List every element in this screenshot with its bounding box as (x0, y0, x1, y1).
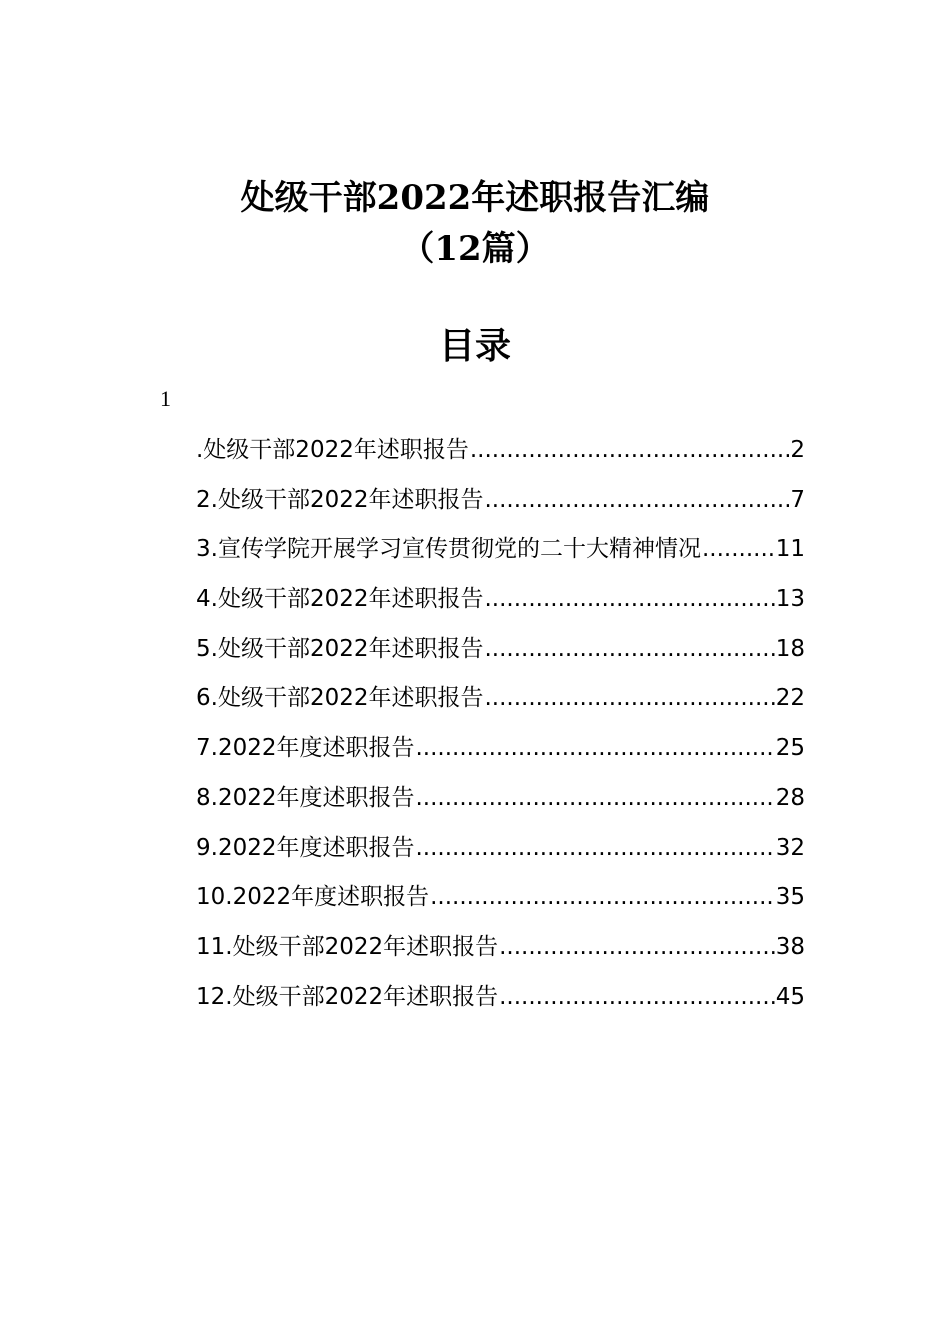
toc-leader-dots (499, 975, 775, 1019)
toc-list (196, 428, 805, 1024)
toc-entry-page: 18 (775, 635, 805, 662)
toc-entry-title: 9.2022年度述职报告 (196, 834, 415, 861)
toc-leader-dots (484, 577, 774, 621)
toc-leader-dots (484, 478, 789, 522)
toc-entry-page: 32 (775, 834, 805, 861)
toc-entry[interactable] (196, 527, 805, 577)
toc-entry-page: 45 (775, 983, 805, 1010)
toc-leader-dots (430, 875, 775, 919)
toc-entry[interactable] (196, 627, 805, 677)
toc-entry-title: 7.2022年度述职报告 (196, 735, 415, 762)
document-title: 处级干部2022年述职报告汇编 (240, 178, 710, 218)
toc-entry-title: 6.处级干部2022年述职报告 (196, 685, 484, 712)
toc-entry-title: 5.处级干部2022年述职报告 (196, 635, 484, 662)
stray-number: 1 (160, 386, 171, 411)
toc-entry-title: 8.2022年度述职报告 (196, 784, 415, 811)
toc-entry-page: 13 (775, 586, 805, 613)
toc-entry-title: 2.处级干部2022年述职报告 (196, 486, 484, 513)
toc-entry[interactable] (196, 428, 805, 478)
toc-entry[interactable] (196, 776, 805, 826)
toc-leader-dots (484, 676, 774, 720)
toc-heading: 目录 (438, 325, 511, 367)
toc-entry-page: 2 (790, 437, 805, 463)
toc-entry-page: 25 (775, 735, 805, 762)
toc-leader-dots (499, 925, 775, 969)
toc-entry-title: 4.处级干部2022年述职报告 (196, 586, 484, 613)
toc-leader-dots (415, 776, 774, 820)
document-subtitle: （12篇） (400, 229, 550, 269)
toc-entry[interactable] (196, 875, 805, 925)
toc-entry[interactable] (196, 478, 805, 528)
toc-entry-title: 11.处级干部2022年述职报告 (196, 933, 499, 960)
toc-entry[interactable] (196, 975, 805, 1025)
toc-entry[interactable] (196, 726, 805, 776)
toc-leader-dots (702, 527, 775, 571)
toc-entry-page: 11 (775, 536, 805, 563)
toc-entry[interactable] (196, 925, 805, 975)
toc-entry-page: 28 (775, 784, 805, 811)
toc-entry-title: .处级干部2022年述职报告 (196, 437, 469, 463)
toc-entry-page: 22 (775, 685, 805, 712)
toc-leader-dots (415, 726, 774, 770)
toc-leader-dots (415, 826, 774, 870)
toc-entry[interactable] (196, 676, 805, 726)
toc-entry-title: 3.宣传学院开展学习宣传贯彻党的二十大精神情况 (196, 536, 701, 563)
toc-entry-page: 38 (775, 933, 805, 960)
toc-entry[interactable] (196, 577, 805, 627)
toc-leader-dots (484, 627, 774, 671)
toc-entry-page: 7 (790, 486, 805, 513)
toc-entry[interactable] (196, 826, 805, 876)
toc-entry-title: 10.2022年度述职报告 (196, 884, 430, 911)
toc-entry-page: 35 (775, 884, 805, 911)
toc-entry-title: 12.处级干部2022年述职报告 (196, 983, 499, 1010)
toc-leader-dots (470, 428, 790, 472)
